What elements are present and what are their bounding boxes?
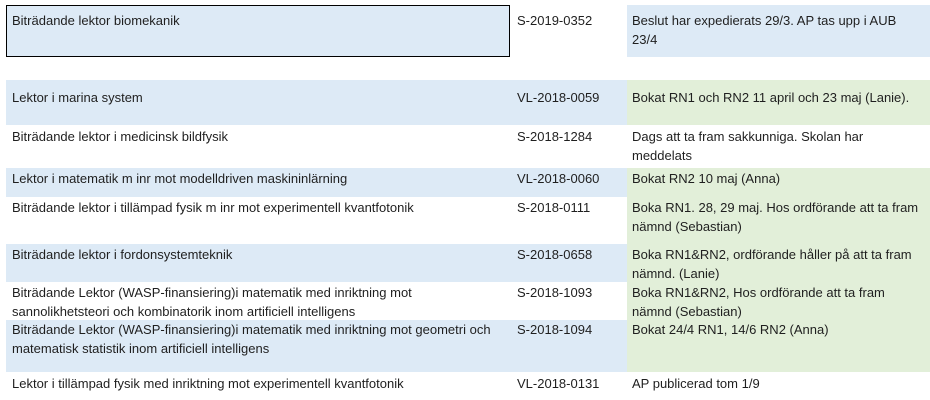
status-note: Boka RN1&RN2, Hos ordförande att ta fram nämnd (Sebastian) xyxy=(632,285,885,319)
table-row xyxy=(6,320,930,372)
position-title: Lektor i tillämpad fysik med inriktning mot experimentell kvantfotonik xyxy=(12,376,404,391)
position-title-cell[interactable] xyxy=(6,80,510,125)
case-id: S-2018-1094 xyxy=(517,322,593,337)
position-title: Biträdande Lektor (WASP-finansiering)i matematik med inriktning mot sannolikhetsteori och kombinatorik inom artificiell intelligens xyxy=(12,285,412,319)
status-note: AP publicerad tom 1/9 xyxy=(632,376,760,391)
status-note-cell[interactable] xyxy=(627,5,930,57)
status-note-cell[interactable] xyxy=(627,372,930,400)
position-title: Lektor i matematik m inr mot modelldriven maskininlärning xyxy=(12,171,348,186)
table-row xyxy=(6,168,930,197)
case-id: VL-2018-0059 xyxy=(517,90,600,105)
position-title-cell[interactable] xyxy=(6,320,510,372)
position-title: Biträdande lektor i tillämpad fysik m inr mot experimentell kvantfotonik xyxy=(12,200,414,215)
status-note: Dags att ta fram sakkunniga. Skolan har meddelats xyxy=(632,129,864,163)
status-note: Bokat RN1 och RN2 11 april och 23 maj (Lanie). xyxy=(632,90,910,105)
position-title: Biträdande lektor i medicinsk bildfysik xyxy=(12,129,229,144)
table-row xyxy=(6,197,930,244)
case-id: VL-2018-0060 xyxy=(517,171,600,186)
status-note: Bokat RN2 10 maj (Anna) xyxy=(632,171,781,186)
status-note-cell[interactable] xyxy=(627,320,930,372)
position-title: Biträdande lektor biomekanik xyxy=(12,13,180,28)
position-title-cell[interactable] xyxy=(6,244,510,282)
status-note-cell[interactable] xyxy=(627,244,930,282)
table-row xyxy=(6,5,930,57)
status-note-cell[interactable] xyxy=(627,197,930,244)
case-id-cell[interactable] xyxy=(510,168,627,197)
case-id: S-2018-0111 xyxy=(517,200,591,215)
position-title-cell[interactable] xyxy=(6,5,510,57)
case-id-cell[interactable] xyxy=(510,80,627,125)
position-title-cell[interactable] xyxy=(6,125,510,168)
status-note: Boka RN1. 28, 29 maj. Hos ordförande att ta fram nämnd (Sebastian) xyxy=(632,200,919,234)
table-row xyxy=(6,282,930,320)
position-title: Lektor i marina system xyxy=(12,90,143,105)
case-id-cell[interactable] xyxy=(510,244,627,282)
table-row xyxy=(6,80,930,125)
position-title: Biträdande lektor i fordonsystemteknik xyxy=(12,247,233,262)
position-title-cell[interactable] xyxy=(6,282,510,320)
case-id: S-2019-0352 xyxy=(517,13,593,28)
case-id-cell[interactable] xyxy=(510,197,627,244)
position-title-cell[interactable] xyxy=(6,168,510,197)
table-row xyxy=(6,372,930,400)
case-id: S-2018-1093 xyxy=(517,285,593,300)
table-row xyxy=(6,244,930,282)
position-title: Biträdande Lektor (WASP-finansiering)i matematik med inriktning mot geometri och matematisk statistik inom artificiell intelligens xyxy=(12,322,491,356)
table-row xyxy=(6,125,930,168)
status-note-cell[interactable] xyxy=(627,282,930,320)
position-title-cell[interactable] xyxy=(6,197,510,244)
case-id-cell[interactable] xyxy=(510,320,627,372)
status-note-cell[interactable] xyxy=(627,168,930,197)
status-note-cell[interactable] xyxy=(627,80,930,125)
status-note-cell[interactable] xyxy=(627,125,930,168)
status-note: Boka RN1&RN2, ordförande håller på att ta fram nämnd. (Lanie) xyxy=(632,247,912,281)
case-id-cell[interactable] xyxy=(510,282,627,320)
case-id-cell[interactable] xyxy=(510,5,627,57)
status-note: Beslut har expedierats 29/3. AP tas upp i AUB 23/4 xyxy=(632,13,897,47)
case-id-cell[interactable] xyxy=(510,372,627,400)
position-title-cell[interactable] xyxy=(6,372,510,400)
case-id: S-2018-0658 xyxy=(517,247,593,262)
status-note: Bokat 24/4 RN1, 14/6 RN2 (Anna) xyxy=(632,322,829,337)
case-id-cell[interactable] xyxy=(510,125,627,168)
case-id: S-2018-1284 xyxy=(517,129,593,144)
case-id: VL-2018-0131 xyxy=(517,376,600,391)
